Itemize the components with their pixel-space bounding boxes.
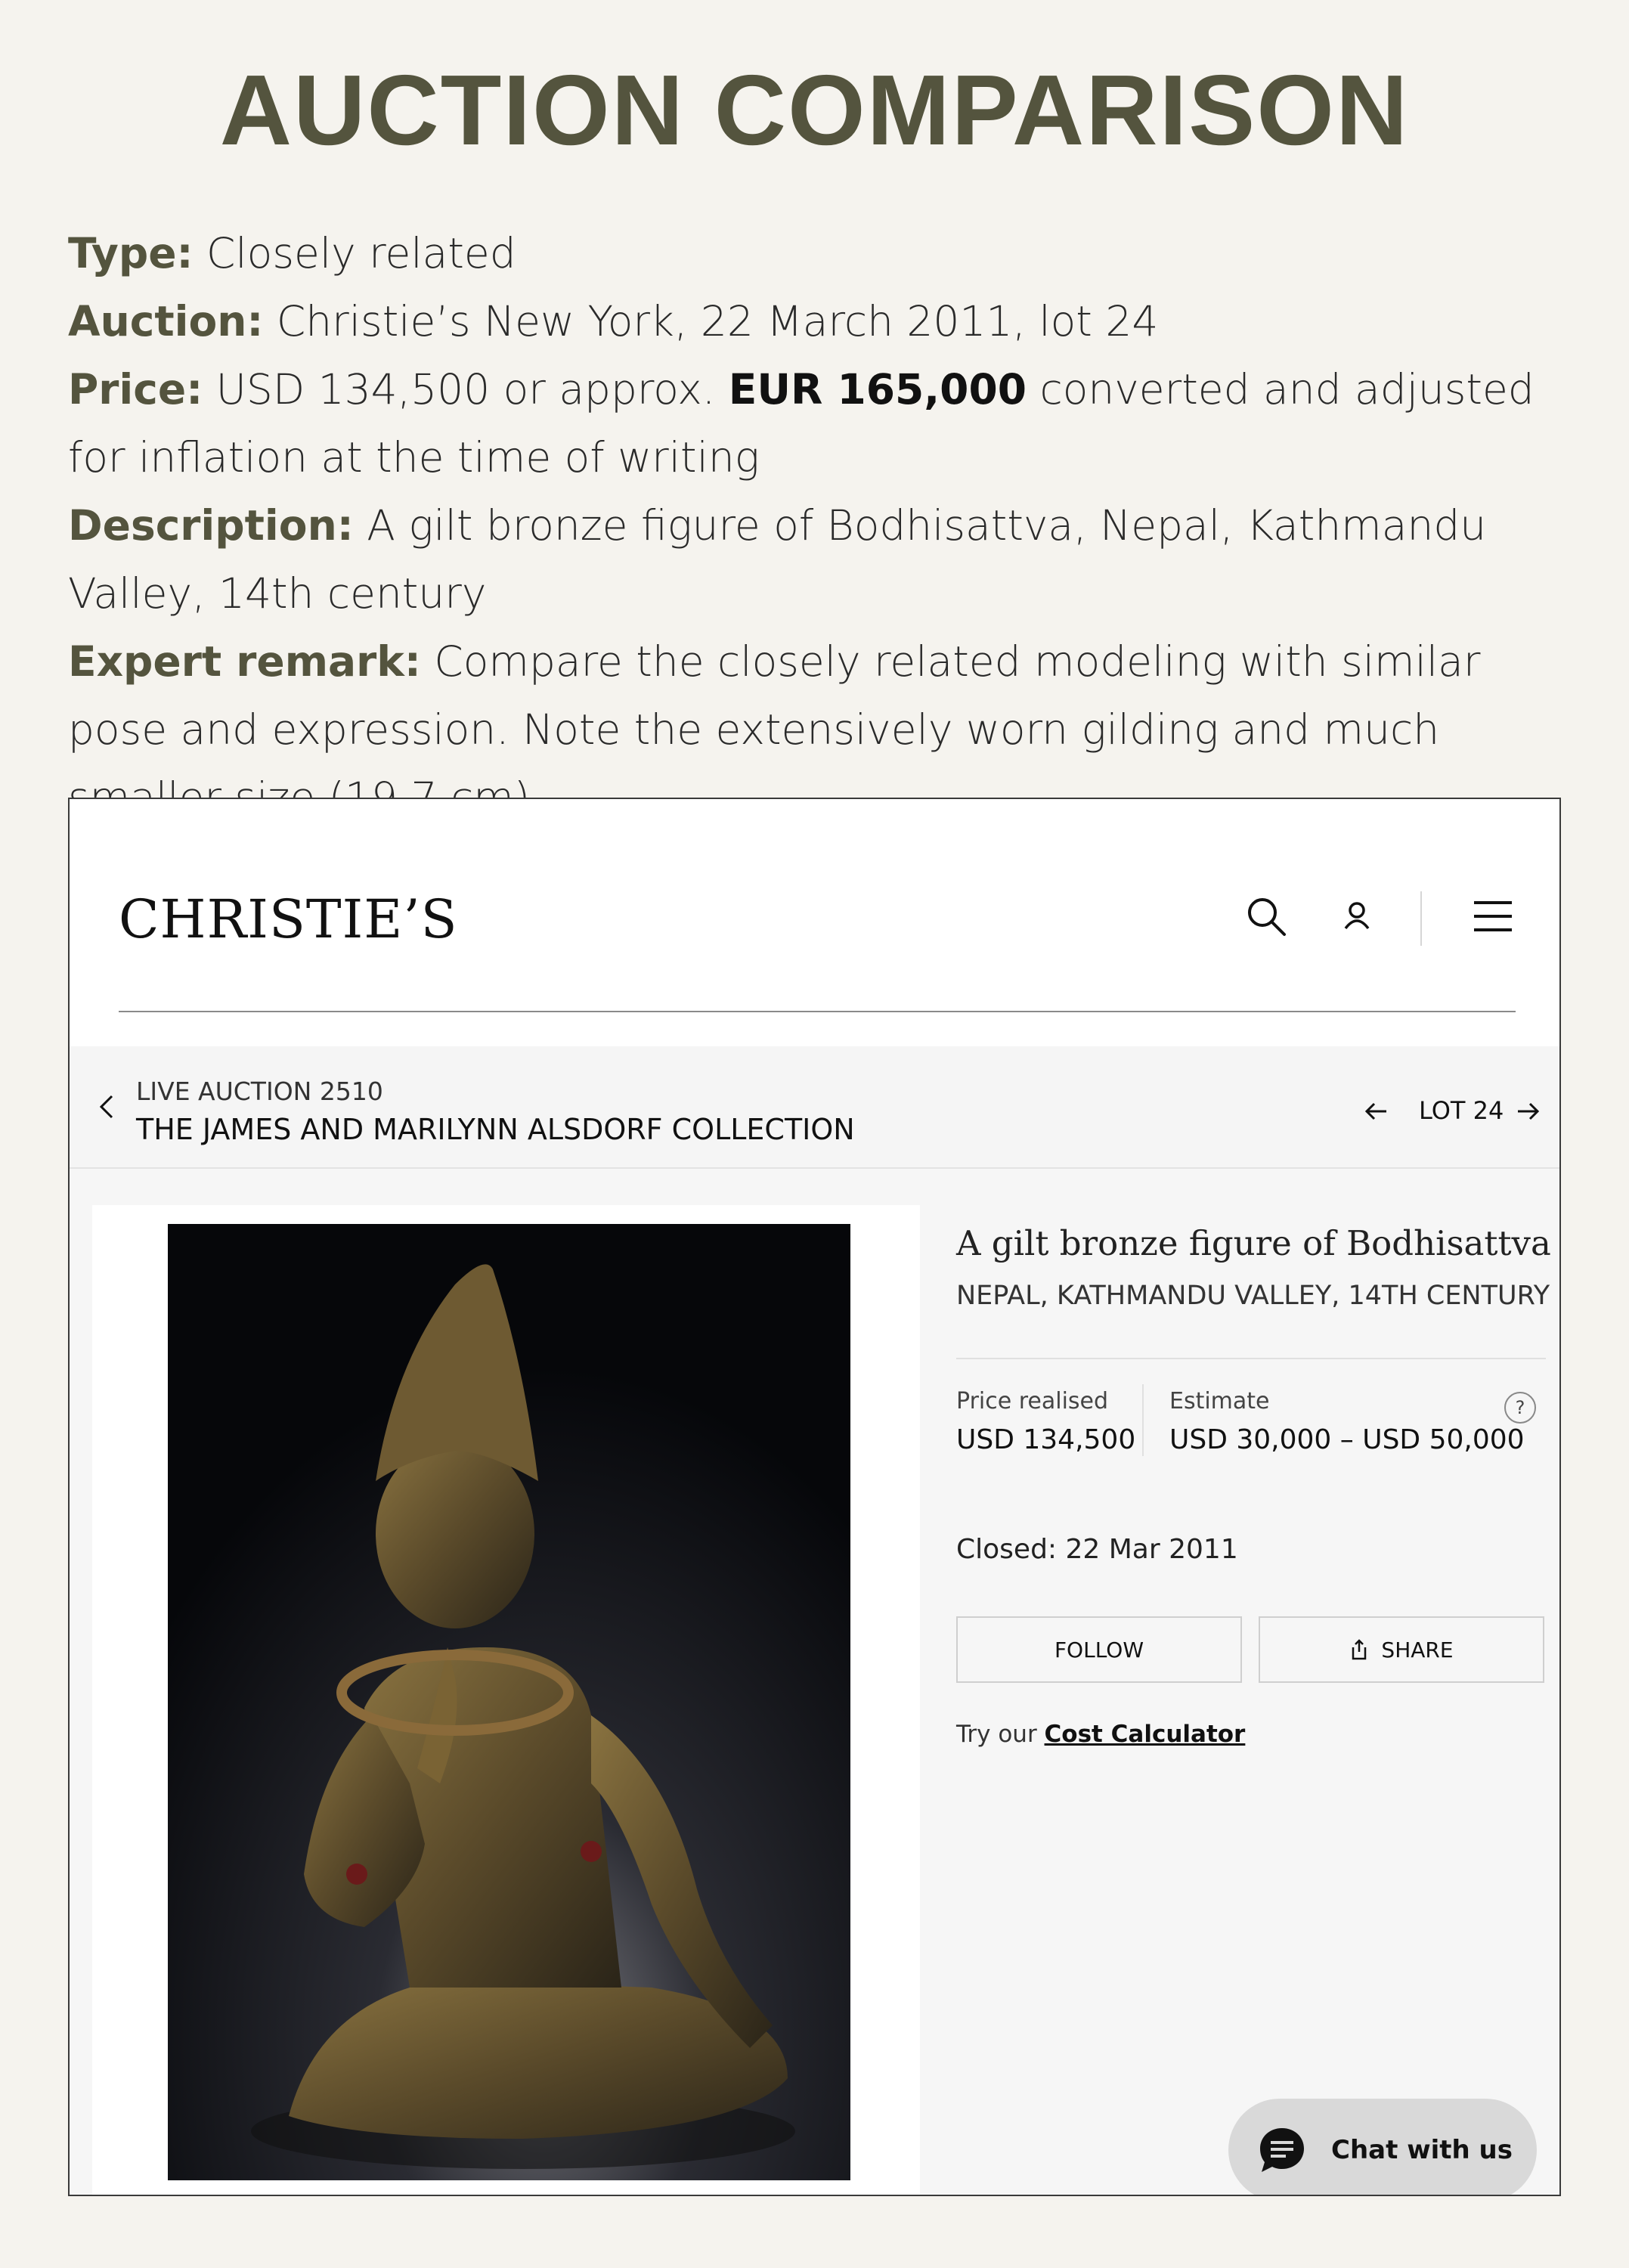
cost-calculator-link[interactable]: Cost Calculator xyxy=(1044,1721,1246,1748)
auction-row xyxy=(68,287,1572,355)
share-button[interactable] xyxy=(1259,1616,1544,1683)
search-icon[interactable] xyxy=(1243,894,1289,939)
remark-value: Compare the closely related modeling with similar pose and expression. Note the extensively worn gilding and much xyxy=(68,637,1481,754)
price-divider xyxy=(1142,1384,1144,1456)
breadcrumb-collection[interactable]: THE JAMES AND MARILYNN ALSDORF COLLECTION xyxy=(136,1113,855,1146)
lot-subtitle: NEPAL, KATHMANDU VALLEY, 14TH CENTURY xyxy=(956,1281,1550,1311)
estimate-value: USD 30,000 – USD 50,000 xyxy=(1169,1424,1525,1455)
brand-logo[interactable]: CHRISTIE’S xyxy=(119,888,458,950)
auction-label: Auction: xyxy=(68,297,264,345)
follow-button[interactable] xyxy=(956,1616,1242,1683)
description-row xyxy=(68,491,1572,627)
price-value: USD 134,500 or approx. xyxy=(215,365,716,414)
breadcrumb-auction-number[interactable]: LIVE AUCTION 2510 xyxy=(136,1077,383,1106)
price-realised-label: Price realised xyxy=(956,1388,1109,1414)
closed-date: Closed: 22 Mar 2011 xyxy=(956,1534,1238,1565)
help-icon[interactable]: ? xyxy=(1504,1392,1536,1424)
lot-title: A gilt bronze figure of Bodhisattva xyxy=(956,1223,1551,1263)
auction-value: Christie’s New York, 22 March 2011, lot 24 xyxy=(276,297,1159,345)
menu-icon[interactable] xyxy=(1470,894,1516,939)
christies-screenshot xyxy=(68,798,1561,2196)
price-note: converted and adjusted for inflation at the time of writing xyxy=(68,365,1535,482)
header-rule xyxy=(119,1011,1516,1012)
cost-calculator-line xyxy=(956,1721,1245,1748)
price-row xyxy=(68,355,1572,491)
remark-label: Expert remark: xyxy=(68,637,421,686)
page-title: AUCTION COMPARISON xyxy=(219,54,1410,166)
chat-label: Chat with us xyxy=(1331,2135,1513,2165)
header-divider xyxy=(1420,891,1422,946)
calc-prefix: Try our xyxy=(956,1721,1037,1748)
type-label: Type: xyxy=(68,229,194,277)
description-label: Description: xyxy=(68,501,354,550)
arrow-right-icon[interactable] xyxy=(1513,1097,1542,1126)
share-label: SHARE xyxy=(1381,1637,1454,1662)
price-eur: EUR 165,000 xyxy=(728,365,1027,414)
type-value: Closely related xyxy=(206,229,516,277)
chat-button[interactable] xyxy=(1228,2099,1537,2196)
chevron-left-icon[interactable] xyxy=(92,1092,122,1122)
account-icon[interactable] xyxy=(1334,894,1380,939)
bodhisattva-photo[interactable] xyxy=(168,1224,850,2180)
description-value: A gilt bronze figure of Bodhisattva, Nepal, Kathmandu Valley, 14th century xyxy=(68,501,1487,618)
price-label: Price: xyxy=(68,365,203,414)
share-icon xyxy=(1349,1638,1369,1661)
follow-label: FOLLOW xyxy=(1054,1637,1144,1662)
price-realised-value: USD 134,500 xyxy=(956,1424,1136,1455)
type-row xyxy=(68,219,1572,287)
comparison-facts xyxy=(68,219,1572,832)
info-divider xyxy=(956,1358,1546,1359)
breadcrumb-bar xyxy=(70,1046,1559,1169)
chat-bubble-icon xyxy=(1256,2124,1308,2177)
lot-content xyxy=(70,1169,1559,2196)
arrow-left-icon[interactable] xyxy=(1362,1097,1391,1126)
lot-image-panel xyxy=(92,1205,920,2196)
estimate-label: Estimate xyxy=(1169,1388,1270,1414)
lot-number: LOT 24 xyxy=(1419,1096,1504,1125)
